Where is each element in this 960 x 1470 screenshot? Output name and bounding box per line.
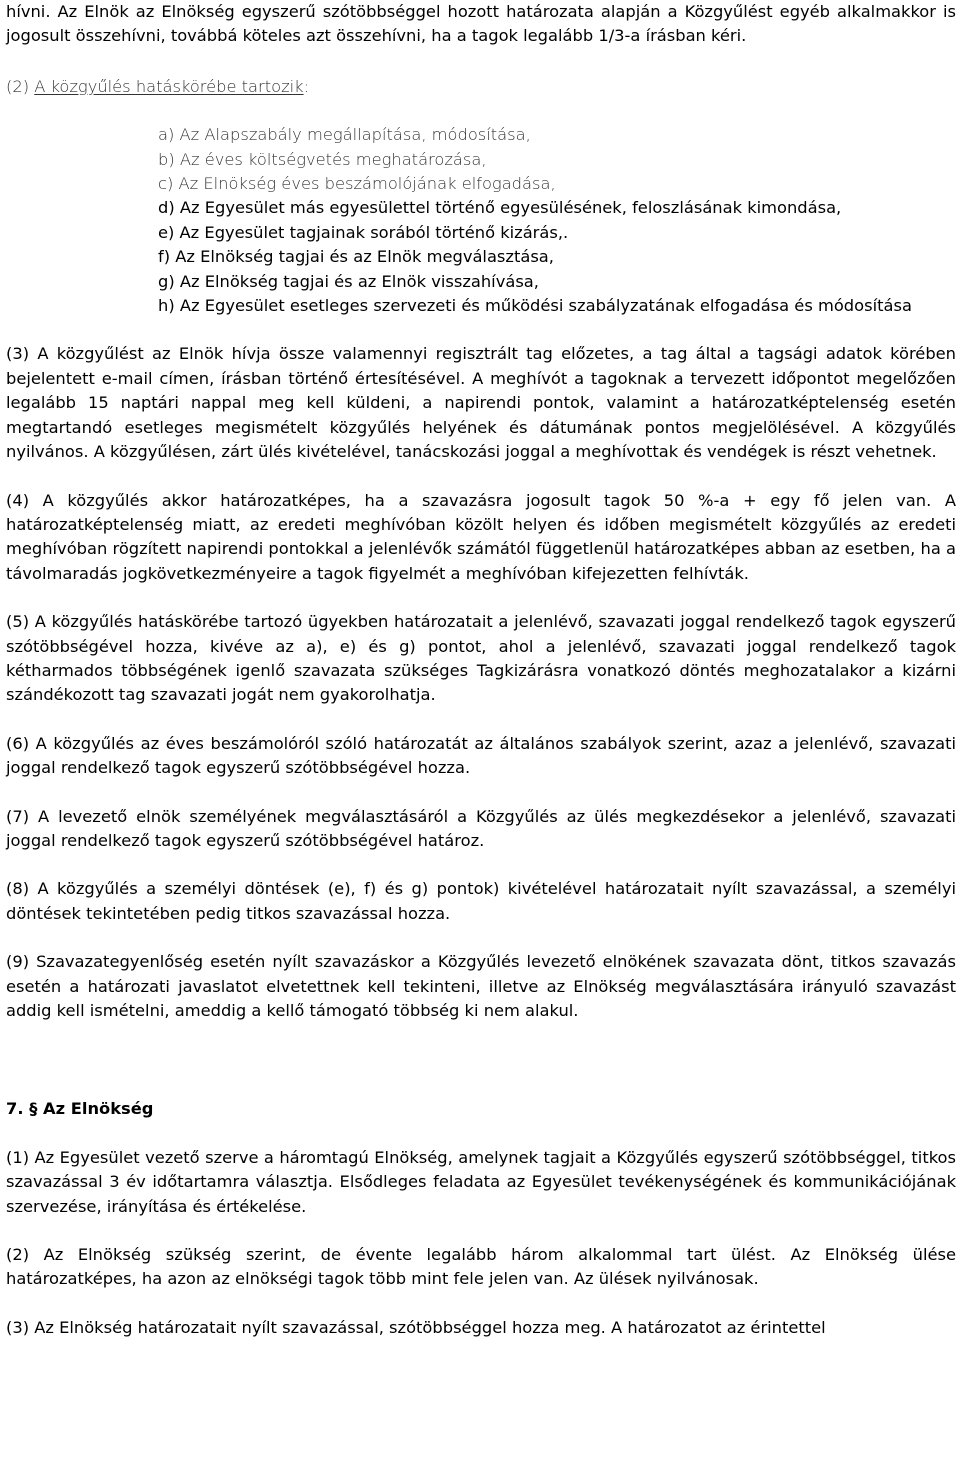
list-item: c) Az Elnökség éves beszámolójának elfogadása, <box>158 174 556 194</box>
document-page <box>6 0 956 1340</box>
paragraph-9: (9) Szavazategyenlőség esetén nyílt szavazáskor a Közgyűlés levezető elnökének szavazata dönt, titkos szavazás esetén a határozati javaslatot elvetettnek kell tekinteni, illetve az Elnökség megválasztására irányuló szavazást addig kell ismételni, ameddig a kellő támogató többség ki nem alakul. <box>6 952 956 1020</box>
presidency-paragraph-2: (2) Az Elnökség szükség szerint, de évente legalább három alkalommal tart ülést. Az Elnökség ülése határozatképes, ha azon az elnökségi tagok több mint fele jelen van. Az ülések nyilvánosak. <box>6 1245 956 1289</box>
section-2-prefix: (2) <box>6 76 35 96</box>
paragraph-8: (8) A közgyűlés a személyi döntések (e), f) és g) pontok) kivételével határozatait nyílt szavazással, a személyi döntések tekintetében pedig titkos szavazással hozza. <box>6 879 956 923</box>
paragraph-4: (4) A közgyűlés akkor határozatképes, ha a szavazásra jogosult tagok 50 %-a + egy fő jelen van. A határozatképtelenség miatt, az eredeti meghívóban közölt helyen és időben megismételt közgyűlés az eredeti meghívóban rögzített napirendi pontokkal a jelenlévők számától függetlenül határozatképes abban az esetben, ha a távolmaradás jogkövetkezményeire a tagok figyelmét a meghívóban kifejezetten felhívták. <box>6 490 956 583</box>
presidency-paragraph-1: (1) Az Egyesület vezető szerve a háromtagú Elnökség, amelynek tagjait a Közgyűlés egyszerű szótöbbséggel, titkos szavazással 3 év időtartamra választja. Elsődleges feladata az Egyesület tevékenységének és kommunikációjának szervezése, irányítása és értékelése. <box>6 1147 956 1216</box>
paragraph-sign-icon: § <box>29 1099 38 1119</box>
list-item: g) Az Elnökség tagjai és az Elnök visszahívása, <box>158 271 539 291</box>
section-2-suffix: : <box>303 76 310 96</box>
section-2-underlined: A közgyűlés hatáskörébe tartozik <box>34 76 304 96</box>
presidency-paragraph-3: (3) Az Elnökség határozatait nyílt szavazással, szótöbbséggel hozza meg. A határozatot az érintettel <box>6 1317 826 1337</box>
section-7-heading <box>6 1097 956 1121</box>
list-item: b) Az éves költségvetés meghatározása, <box>158 149 487 169</box>
paragraph-7: (7) A levezető elnök személyének megválasztásáról a Közgyűlés az ülés megkezdésekor a jelenlévő, szavazati joggal rendelkező tagok egyszerű szótöbbségével határoz. <box>6 806 956 850</box>
paragraph-3: (3) A közgyűlést az Elnök hívja össze valamennyi regisztrált tag előzetes, a tag által a tagsági adatok körében bejelentett e-mail címen, írásban történő értesítésével. A meghívót a tagoknak a tervezett időpontot megelőzően legalább 15 naptári nappal meg kell küldeni, a napirendi pontok, valamint a határozatképtelenség esetén megtartandó esetleges megismételt közgyűlés helyének és dátumának pontos megjelölésével. A közgyűlés nyilvános. A közgyűlésen, zárt ülés kivételével, tanácskozási joggal a meghívottak és vendégek is részt vehetnek. <box>6 344 956 462</box>
list-item: h) Az Egyesület esetleges szervezeti és működési szabályzatának elfogadása és módosítása <box>158 296 912 316</box>
section-title: Az Elnökség <box>43 1099 154 1119</box>
list-item: d) Az Egyesület más egyesülettel történő egyesülésének, feloszlásának kimondása, <box>158 198 842 218</box>
list-item: a) Az Alapszabály megállapítása, módosítása, <box>158 125 531 145</box>
competence-list <box>6 123 956 318</box>
section-number: 7. <box>6 1099 24 1119</box>
list-item: e) Az Egyesület tagjainak sorából történő kizárás,. <box>158 222 569 242</box>
section-2-heading <box>6 75 956 99</box>
list-item: f) Az Elnökség tagjai és az Elnök megválasztása, <box>158 247 554 267</box>
paragraph-5: (5) A közgyűlés hatáskörébe tartozó ügyekben határozatait a jelenlévő, szavazati joggal rendelkező tagok egyszerű szótöbbségével hozza, kivéve az a), e) és g) pontot, ahol a jelenlévő, szavazati joggal rendelkező tagok kétharmados többségének igenlő szavazata szükséges Tagkizárásra vonatkozó döntés meghozatalakor a kizárni szándékozott tag szavazati jogát nem gyakorolhatja. <box>6 612 956 705</box>
intro-paragraph: hívni. Az Elnök az Elnökség egyszerű szótöbbséggel hozott határozata alapján a Közgyűlést egyéb alkalmakkor is jogosult összehívni, továbbá köteles azt összehívni, ha a tagok legalább 1/3-a írásban kéri. <box>6 2 956 46</box>
paragraph-6: (6) A közgyűlés az éves beszámolóról szóló határozatát az általános szabályok szerint, azaz a jelenlévő, szavazati joggal rendelkező tagok egyszerű szótöbbségével hozza. <box>6 733 956 778</box>
